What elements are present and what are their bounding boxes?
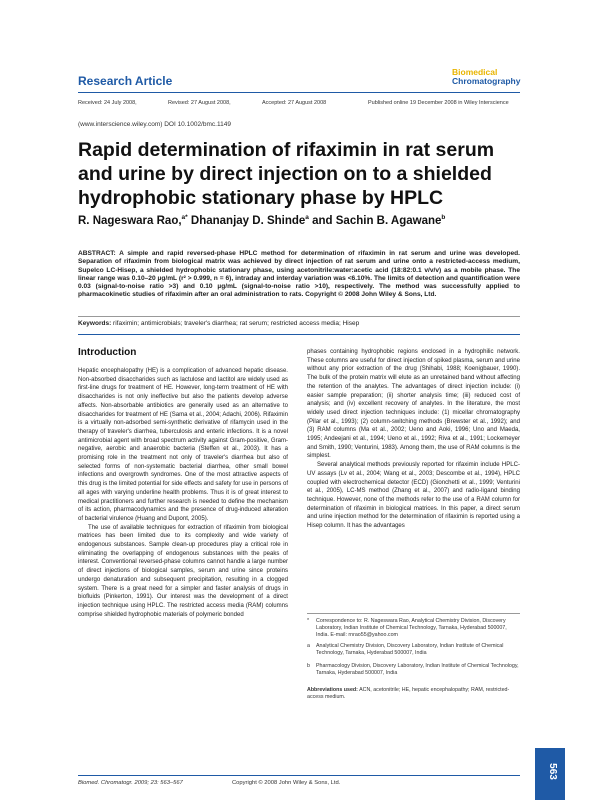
footnote-text: Correspondence to: R. Nageswara Rao, Analytical Chemistry Division, Discovery Laboratory, Indian Institute of Chemical Technology, Tarnaka, Hyderabad 500007, India. E-mail: rnrao55@yahoo.com [316,618,507,639]
author-name: R. Nageswara Rao, [78,214,182,227]
footer-divider [78,775,520,776]
header-divider [78,92,520,93]
footnote-mark: * [307,618,310,624]
doi-line: (www.interscience.wiley.com) DOI 10.1002/bmc.1149 [78,121,231,128]
abstract [78,250,520,300]
section-label: Research Article [78,74,173,88]
abbreviations-text: ACN, acetonitrile; HE, hepatic encephalopathy; RAM, restricted-access medium. [307,687,510,701]
journal-name-line1: Biomedical [452,67,498,77]
received-date: Received: 24 July 2008, [78,100,137,106]
journal-logo [452,68,532,86]
author-affiliation-mark: b [441,214,446,221]
published-date: Published online 19 December 2008 in Wiley Interscience [368,100,509,106]
keywords-text: rifaximin; antimicrobials; traveler's diarrhea; rat serum; restricted access media; Hisep [113,320,360,327]
paragraph: The use of available techniques for extraction of rifaximin from biological matrices has been limited due to its complexity and wide variety of endogenous substances. Sample clean-up procedures play a critical role in eliminating the overlapping of endogenous substances with the peaks of interest. Conventional reversed-phase columns cannot handle a large number of direct injections of biological samples, serum and urine since proteins undergo denaturation and subsequent precipitation, resulting in a clogged system. There is a great need for a simpler and faster analysis of drugs in biofluids (Pinkerton, 1991). Our interest was the development of a direct injection technique using HPLC. The restricted access media (RAM) columns comprise shielded hydrophobic materials of polymeric bonded [78,524,288,618]
journal-name-line2: Chromatography [452,76,521,86]
abstract-divider [78,316,520,317]
footer-copyright: Copyright © 2008 John Wiley & Sons, Ltd. [232,780,341,786]
footnote-text: Pharmacology Division, Discovery Laboratory, Indian Institute of Chemical Technology, Tarnaka, Hyderabad 500007, India [316,663,519,677]
keywords-label: Keywords: [78,320,112,327]
author-list [78,214,445,227]
footnote-affiliation-a [307,643,520,657]
abstract-text: A simple and rapid reversed-phase HPLC method for determination of rifaximin in rat serum and urine was developed. Separation of rifaximin from biological matrix was achieved by direct injection of rat serum and urine onto a restricted-access medium, Supelco LC-Hisep, a shielded hydrophobic stationary phase, using acetonitrile:water:acetic acid (18:82:0.1 v/v/v) as a mobile phase. The linear range was 0.10–20 µg/mL (r² > 0.999, n = 6), intraday and interday variation was <6.10%. The limits of detection and quantification were 0.03 (signal-to-noise ratio >3) and 0.10 µg/mL (signal-to-noise ratio >10), respectively. The method was successfully applied to pharmacokinetic studies of rifaximin after an oral administration to rats. Copyright © 2008 John Wiley & Sons, Ltd. [78,250,520,299]
paragraph: phases containing hydrophobic regions enclosed in a hydrophilic network. These columns are useful for direct injection of spiked plasma, serum and urine without any prior extraction of the drug (Shihabi, 1988; Koenigbauer, 1990). The bulk of the protein matrix will elute as an unretained band without affecting the retention of the analytes. The advantages of direct injection include: (i) easier sample preparation; (ii) shorter analysis time; (iii) reduced cost of analysis; and (iv) excellent recovery of analytes. In the literature, the most widely used direct injection techniques include: (1) micellar chromatography (Pilar et al., 1993); (2) column-switching methods (Brewster et al., 1992); and (3) RAM columns (Ma et al., 2002; Ueno and Aoki, 1996; Uno and Maeda, 1995; Andeejani et al., 1994; Ueno et al., 1992; Riva et al., 1991; Lockemeyer and Smith, 1990; Venturini, 1983). Among them, the use of RAM columns is the simplest. [307,349,520,460]
footnote-mark: a [307,643,310,649]
footnote-text: Analytical Chemistry Division, Discovery Laboratory, Indian Institute of Chemical Technology, Tarnaka, Hyderabad 500007, India [316,643,504,657]
author-affiliation-mark: a [305,214,309,221]
footnote-affiliation-b [307,663,520,677]
paragraph: Several analytical methods previously reported for rifaximin include HPLC-UV assays (Lv et al., 2004; Wang et al., 2003; Descombe et al., 1994), HPLC coupled with electrochemical detector (ECD) (Gionchetti et al., 1999; Venturini et al., 2005), LC-MS method (Zhang et al., 2007) and radio-ligand binding technique. However, none of the methods refer to the use of a RAM column for determination of rifaximin in biological matrices. In this paper, a direct serum and urine injection method for the determination of rifaximin is reported using a Hisep column. It has the advantages [307,462,520,530]
abstract-label: ABSTRACT: [78,250,116,257]
article-title: Rapid determination of rifaximin in rat serum and urine by direct injection on to a shielded hydrophobic stationary phase by HPLC [78,139,495,209]
footnote-correspondence [307,618,520,640]
keywords-divider [78,334,520,335]
footnote-divider [307,613,520,614]
introduction-heading: Introduction [78,347,137,358]
author-affiliation-mark: a* [181,214,188,221]
journal-citation: Biomed. Chromatogr. 2009; 23: 563–567 [78,780,183,786]
author-name: and Sachin B. Agawane [312,214,442,227]
abbreviations-label: Abbreviations used: [307,687,358,693]
keywords-line [78,320,359,327]
footnote-mark: b [307,663,310,669]
revised-date: Revised: 27 August 2008, [168,100,231,106]
accepted-date: Accepted: 27 August 2008 [262,100,327,106]
page-number: 563 [546,763,558,780]
abbreviations-note [307,687,520,701]
author-name: Dhananjay D. Shinde [190,214,306,227]
body-column-left [78,367,288,619]
page-number-tab [535,748,565,800]
body-column-right [307,348,520,531]
paragraph: Hepatic encephalopathy (HE) is a complication of advanced hepatic disease. Non-absorbed disaccharides such as lactulose and lactitol are widely used as first-line drugs for treatment of HE. However, long-term treatment of HE with disaccharides is not only ineffective but also the patients develop adverse affects. Non-absorbable antibiotics are generally used as an alternative to disaccharides for treatment of HE (Sama et al., 2004; Adachi, 2006). Rifaximin is a virtually non-adsorbed semi-synthetic derivative of rifamycin used in the therapy of traveler's diarrhea, tuberculosis and enteric infections. It is a novel antimicrobial agent with broad spectrum activity against Gram-positive, Gram-negative, aerobic and anaerobic bacteria (Steffen et al., 2003). It has a promising role in the treatment not only of traveler's diarrhea but also of selected forms of non-systematic bacterial diarrhea, other small bowel infections and overgrowth syndromes. One of the most attractive aspects of this drug is the limited potential for side effects and safety for use in persons of all ages with varying underline health problems. Thus it is of great interest to medical practitioners and further research is needed to define the mechanism of its action, pharmacodynamics and the presence of drug-induced alteration of bacterial virulence (Huang and Dupont, 2005). [78,368,288,522]
